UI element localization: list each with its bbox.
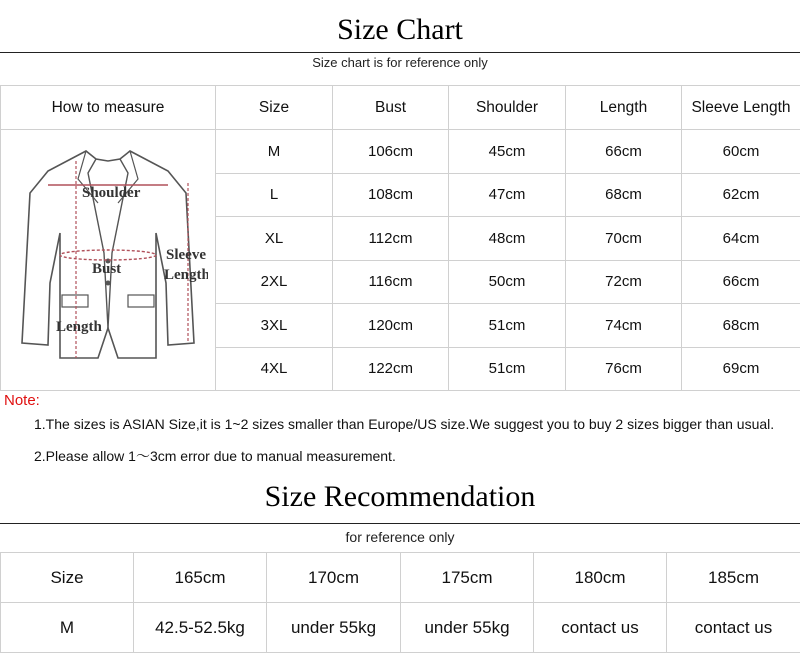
size-cell: 3XL — [216, 304, 333, 348]
sleeve-label: Sleeve — [166, 247, 206, 263]
bust-cell: 106cm — [333, 130, 449, 174]
sleeve-length-cell: 64cm — [682, 217, 800, 261]
sleeve-length-cell: 66cm — [682, 260, 800, 304]
shoulder-cell: 48cm — [449, 217, 566, 261]
shoulder-cell: 50cm — [449, 260, 566, 304]
size-chart-title: Size Chart — [337, 13, 463, 46]
shoulder-cell: 45cm — [449, 130, 566, 174]
sleeve-length-cell: 62cm — [682, 173, 800, 217]
title-divider — [0, 52, 800, 53]
size-cell: XL — [216, 217, 333, 261]
size-cell: L — [216, 173, 333, 217]
size-cell: M — [1, 603, 134, 653]
weight-cell: under 55kg — [267, 603, 401, 653]
measurement-diagram-cell — [1, 130, 216, 391]
left-pocket — [62, 295, 88, 307]
size-cell: M — [216, 130, 333, 174]
table-row — [1, 130, 800, 174]
shoulder-cell: 51cm — [449, 304, 566, 348]
bust-label: Bust — [92, 261, 122, 277]
size-chart-subtitle: Size chart is for reference only — [312, 55, 488, 70]
length-cell: 66cm — [566, 130, 682, 174]
length-cell: 74cm — [566, 304, 682, 348]
height-cell: 180cm — [534, 553, 667, 603]
weight-cell: contact us — [667, 603, 800, 653]
sleeve-length-cell: 60cm — [682, 130, 800, 174]
length-cell: 72cm — [566, 260, 682, 304]
size-cell: 4XL — [216, 347, 333, 391]
column-header: Bust — [333, 86, 449, 130]
column-header: Length — [566, 86, 682, 130]
blazer-measurement-diagram — [8, 133, 208, 383]
size-chart-table — [0, 85, 800, 391]
height-cell: 185cm — [667, 553, 800, 603]
sleeve-length-cell: 68cm — [682, 304, 800, 348]
column-header: Size — [216, 86, 333, 130]
how-to-measure-header: How to measure — [1, 86, 216, 130]
title-divider — [0, 523, 800, 524]
table-header-row — [1, 86, 800, 130]
bust-cell: 112cm — [333, 217, 449, 261]
sleeve-length-cell: 69cm — [682, 347, 800, 391]
length-cell: 70cm — [566, 217, 682, 261]
bust-cell: 120cm — [333, 304, 449, 348]
note-item: 2.Please allow 1～3cm error due to manual measurement. — [34, 448, 396, 464]
sleeve-length-label: Length — [164, 267, 208, 283]
column-header: Sleeve Length — [682, 86, 800, 130]
table-row — [1, 603, 800, 653]
button — [106, 281, 111, 286]
size-cell: 2XL — [216, 260, 333, 304]
bust-cell: 116cm — [333, 260, 449, 304]
size-recommendation-title: Size Recommendation — [264, 480, 536, 513]
shoulder-cell: 47cm — [449, 173, 566, 217]
weight-cell: under 55kg — [401, 603, 534, 653]
column-header: Shoulder — [449, 86, 566, 130]
bust-cell: 122cm — [333, 347, 449, 391]
size-recommendation-subtitle: for reference only — [345, 529, 455, 545]
note-item: 1.The sizes is ASIAN Size,it is 1~2 sizes smaller than Europe/US size.We suggest you to buy 2 sizes bigger than usual. — [34, 416, 775, 432]
height-cell: 175cm — [401, 553, 534, 603]
table-row — [1, 553, 800, 603]
size-recommendation-table — [0, 552, 800, 653]
weight-cell: 42.5-52.5kg — [134, 603, 267, 653]
height-cell: 165cm — [134, 553, 267, 603]
length-cell: 76cm — [566, 347, 682, 391]
shoulder-label: Shoulder — [82, 185, 141, 201]
note-label: Note: — [4, 392, 40, 409]
height-cell: 170cm — [267, 553, 401, 603]
length-label: Length — [56, 319, 102, 335]
weight-cell: contact us — [534, 603, 667, 653]
shoulder-cell: 51cm — [449, 347, 566, 391]
bust-cell: 108cm — [333, 173, 449, 217]
right-pocket — [128, 295, 154, 307]
height-header-cell: Size — [1, 553, 134, 603]
length-cell: 68cm — [566, 173, 682, 217]
